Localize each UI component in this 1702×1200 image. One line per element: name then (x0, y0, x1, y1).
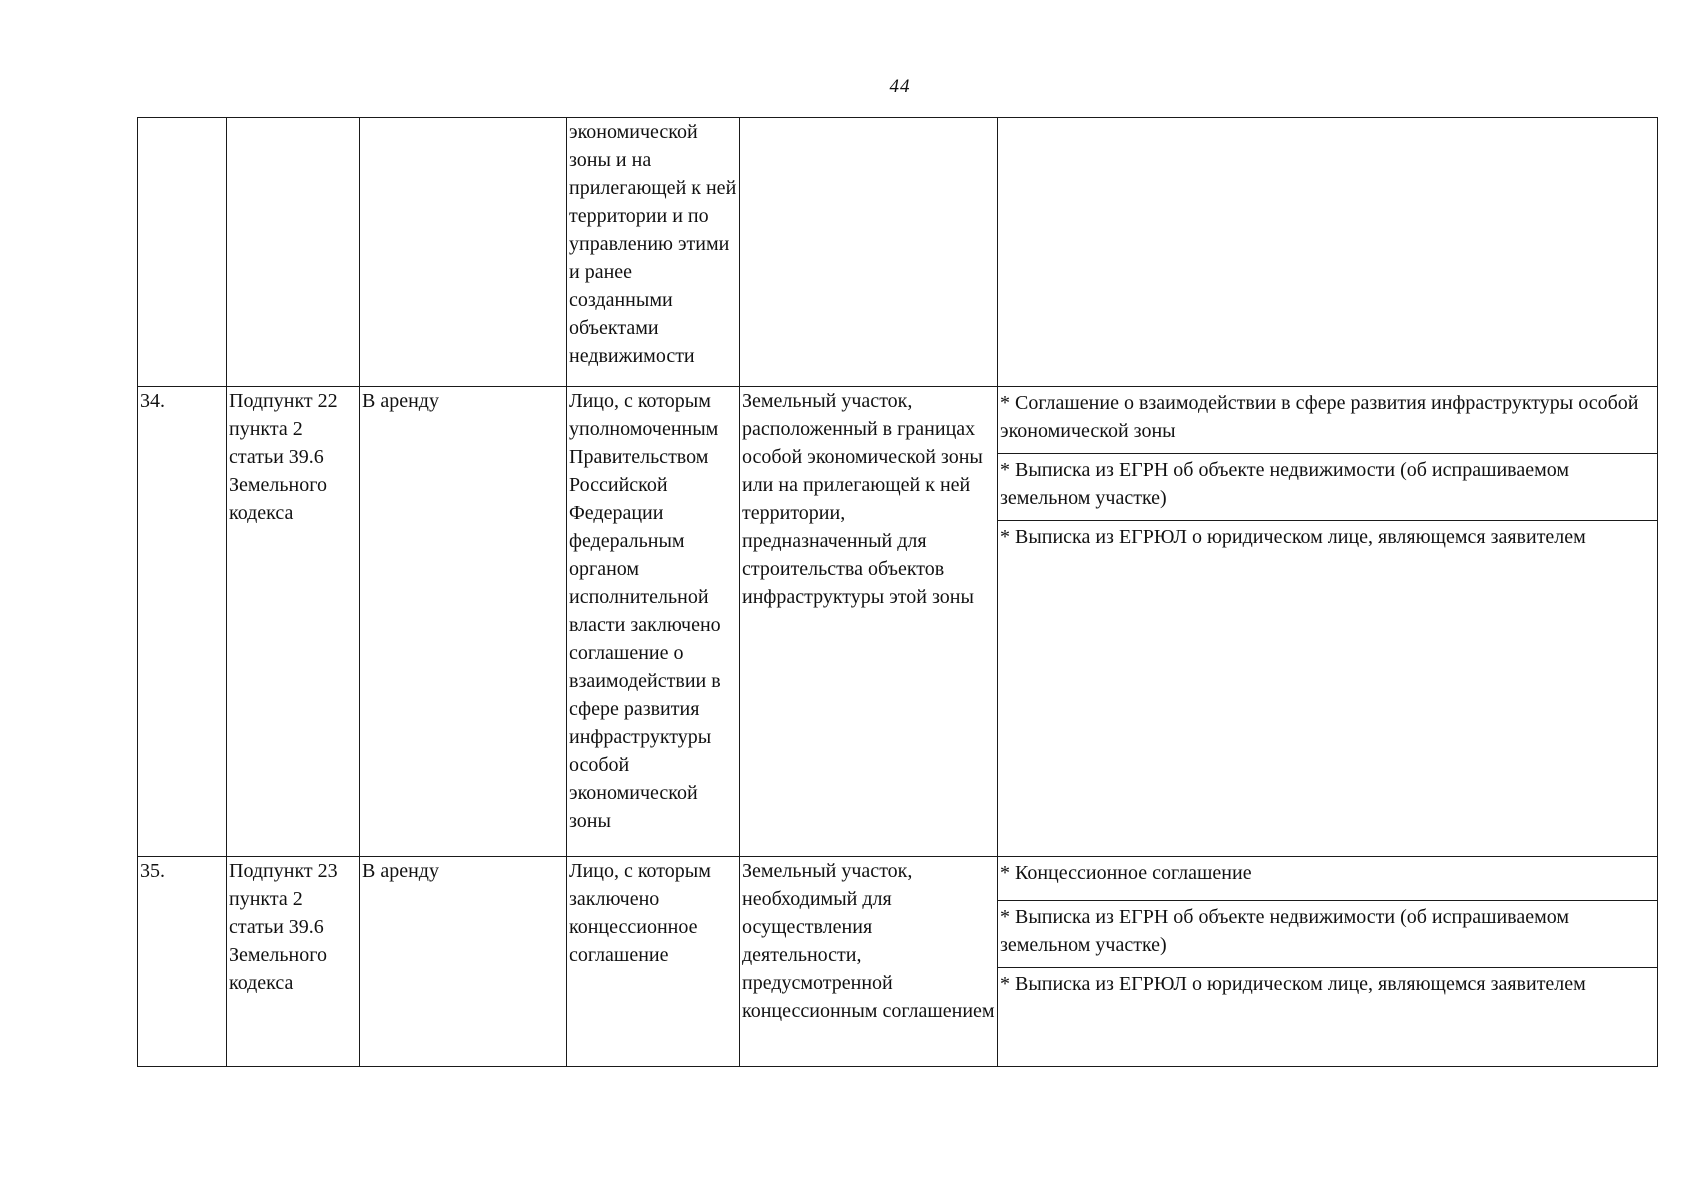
right-type-cell: В аренду (360, 857, 567, 1067)
bullet-star-icon: * (1000, 973, 1010, 995)
applicant-cell: Лицо, с которым заключено концессионное соглашение (567, 857, 740, 1067)
bullet-star-icon: * (1000, 459, 1010, 481)
land-plot-cell (740, 118, 998, 387)
applicant-cell: экономической зоны и на прилегающей к ней территории и по управлению этими и ранее созданными объектами недвижимости (567, 118, 740, 387)
row-number-cell: 34. (138, 387, 227, 857)
documents-cell (998, 857, 1658, 1067)
applicant-cell: Лицо, с которым уполномоченным Правительством Российской Федерации федеральным органом исполнительной власти заключено соглашение о взаимодействии в сфере развития инфраструктуры особой экономической зоны (567, 387, 740, 857)
bullet-star-icon: * (1000, 392, 1010, 414)
legal-basis-cell (227, 118, 360, 387)
document-item (998, 521, 1657, 583)
right-type-cell (360, 118, 567, 387)
legal-basis-cell: Подпункт 22 пункта 2 статьи 39.6 Земельного кодекса (227, 387, 360, 857)
document-text: Концессионное соглашение (1015, 862, 1252, 884)
bullet-star-icon: * (1000, 862, 1010, 884)
land-plot-cell: Земельный участок, расположенный в границах особой экономической зоны или на прилегающей к ней территории, предназначенный для строительства объектов инфраструктуры этой зоны (740, 387, 998, 857)
documents-cell (998, 387, 1658, 857)
bullet-star-icon: * (1000, 906, 1010, 928)
document-text: Выписка из ЕГРН об объекте недвижимости (об испрашиваемом земельном участке) (1000, 906, 1570, 956)
document-text: Выписка из ЕГРЮЛ о юридическом лице, являющемся заявителем (1015, 973, 1586, 995)
document-item (998, 454, 1657, 521)
documents-table (137, 117, 1658, 1067)
table-row-35 (138, 857, 1658, 1067)
row-number-cell: 35. (138, 857, 227, 1067)
table-row-34 (138, 387, 1658, 857)
legal-basis-cell: Подпункт 23 пункта 2 статьи 39.6 Земельного кодекса (227, 857, 360, 1067)
document-item (998, 901, 1657, 968)
table-row-continuation (138, 118, 1658, 387)
documents-cell (998, 118, 1658, 387)
document-item (998, 968, 1657, 1030)
page-number: 44 (889, 76, 911, 97)
document-item (998, 387, 1657, 454)
land-plot-cell: Земельный участок, необходимый для осуществления деятельности, предусмотренной концессионным соглашением (740, 857, 998, 1067)
document-text: Выписка из ЕГРЮЛ о юридическом лице, являющемся заявителем (1015, 526, 1586, 548)
right-type-cell: В аренду (360, 387, 567, 857)
document-item (998, 857, 1657, 901)
bullet-star-icon: * (1000, 526, 1010, 548)
row-number-cell (138, 118, 227, 387)
document-text: Соглашение о взаимодействии в сфере развития инфраструктуры особой экономической зоны (1000, 392, 1639, 442)
document-text: Выписка из ЕГРН об объекте недвижимости (об испрашиваемом земельном участке) (1000, 459, 1570, 509)
